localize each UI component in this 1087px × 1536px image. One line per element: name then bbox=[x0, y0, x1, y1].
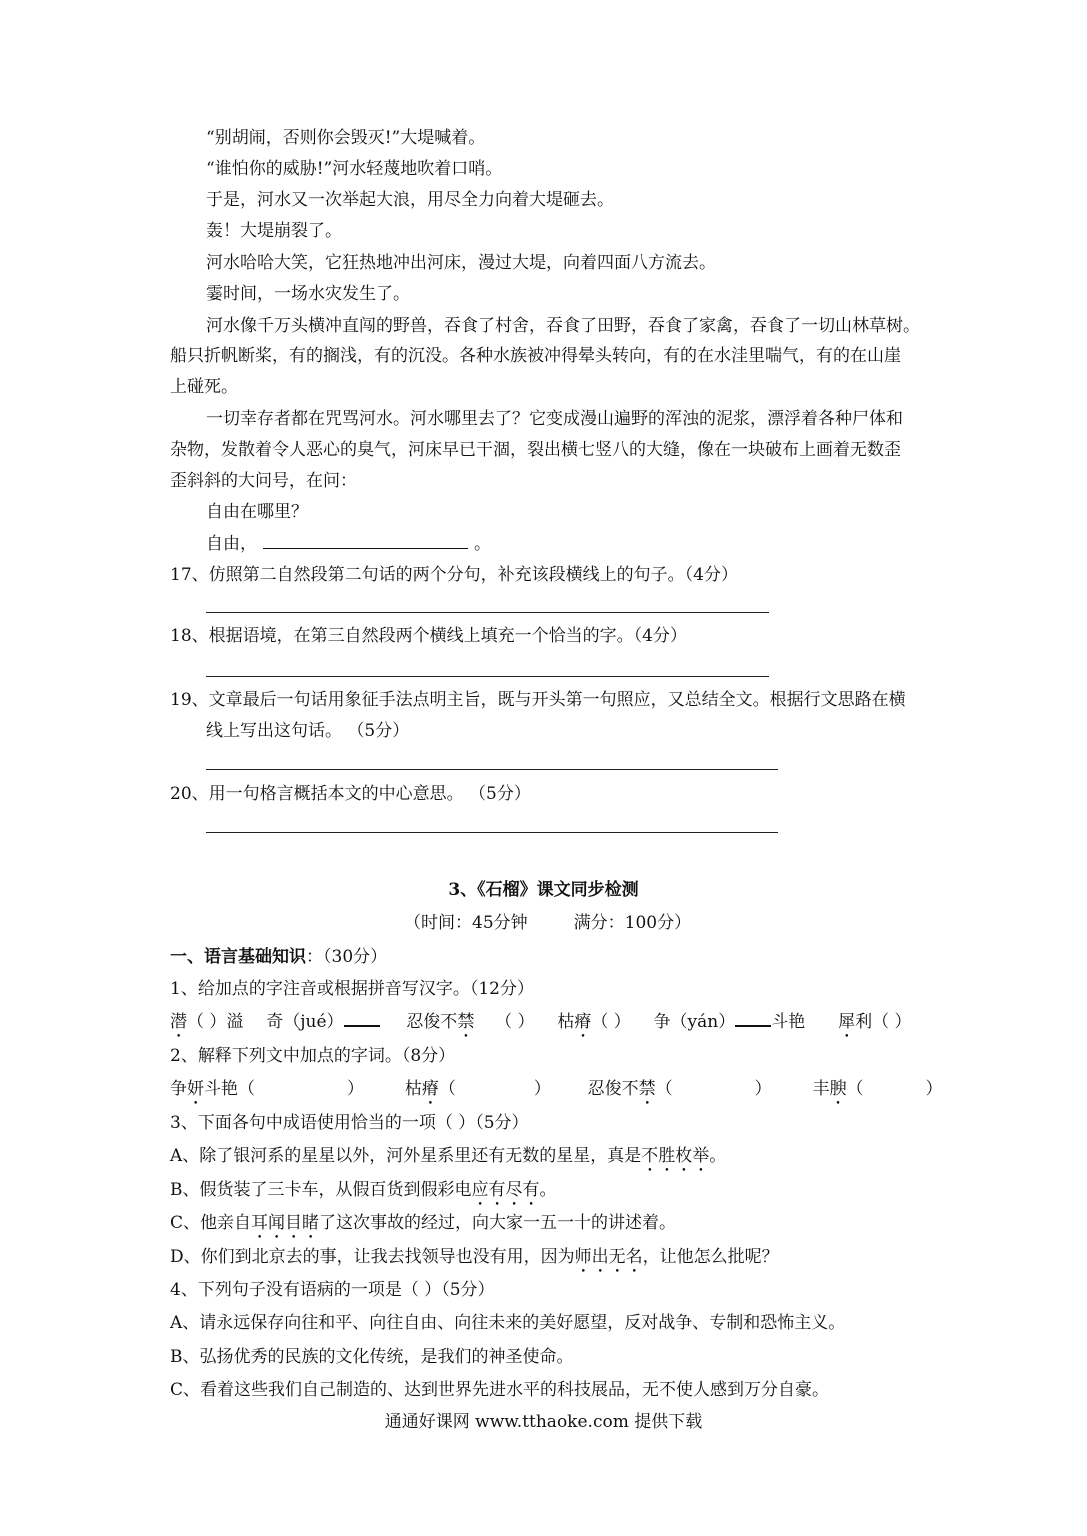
story-fill-line bbox=[206, 532, 491, 556]
q3-d-idiom: 师出无名 bbox=[574, 1247, 643, 1267]
story-line-4: 轰！大堤崩裂了。 bbox=[206, 221, 342, 241]
q2-word-1: 争妍斗艳（ bbox=[170, 1079, 255, 1099]
story-line-7: 河水像千万头横冲直闯的野兽，吞食了村舍，吞食了田野，吞食了家禽，吞食了一切山林草树。 bbox=[206, 316, 920, 336]
story-line-11: 杂物，发散着令人恶心的臭气，河床早已干涸，裂出横七竖八的大缝，像在一块破布上画着无数歪 bbox=[170, 440, 901, 460]
question-19-line-1: 19、文章最后一句话用象征手法点明主旨，既与开头第一句照应，又总结全文。根据行文思路在横 bbox=[170, 690, 906, 710]
q2-word-4: 丰腴（ bbox=[812, 1079, 864, 1099]
story-line-2: “谁怕你的威胁!”河水轻蔑地吹着口哨。 bbox=[206, 159, 503, 179]
q1-stem: 1、给加点的字注音或根据拼音写汉字。（12分） bbox=[170, 979, 534, 999]
q2-items: 争妍斗艳（ ） 枯瘠（ ） 忍俊不禁（ ） 丰腴（ ） bbox=[170, 1079, 943, 1099]
q1-word-4-after: （ ） bbox=[591, 1012, 631, 1032]
q4-option-c: C、看着这些我们自己制造的、达到世界先进水平的科技展品，无不使人感到万分自豪。 bbox=[170, 1380, 830, 1400]
story-line-1: “别胡闹，否则你会毁灭!”大堤喊着。 bbox=[206, 128, 486, 148]
section-title: 3、《石榴》课文同步检测 bbox=[448, 880, 639, 900]
q3-b-idiom: 应有尽有 bbox=[471, 1180, 540, 1200]
part-1-title: 一、语言基础知识 bbox=[170, 947, 306, 967]
full-score: 满分：100分） bbox=[573, 913, 692, 933]
q3-c-idiom: 耳闻目睹 bbox=[251, 1213, 320, 1233]
fill-blank[interactable] bbox=[263, 534, 468, 549]
q1-word-2: 奇（jué） bbox=[266, 1012, 344, 1032]
q1-word-3-paren: （ ） bbox=[495, 1012, 535, 1032]
q3-option-c: C、他亲自耳闻目睹了这次事故的经过，向大家一五一十的讲述着。 bbox=[170, 1213, 677, 1233]
q1-word-3: 忍俊不禁 bbox=[406, 1012, 475, 1032]
story-line-10: 一切幸存者都在咒骂河水。河水哪里去了？它变成漫山遍野的浑浊的泥浆，漂浮着各种尸体和 bbox=[206, 409, 903, 429]
answer-line-18[interactable] bbox=[206, 676, 769, 677]
q1-blank-2[interactable] bbox=[344, 1011, 380, 1027]
answer-line-20[interactable] bbox=[206, 832, 778, 833]
story-line-8: 船只折帆断桨，有的搁浅，有的沉没。各种水族被冲得晕头转向，有的在水洼里喘气，有的在山崖 bbox=[170, 346, 901, 366]
q3-option-a: A、除了银河系的星星以外，河外星系里还有无数的星星，真是不胜枚举。 bbox=[170, 1146, 727, 1166]
q1-blank-5[interactable] bbox=[735, 1011, 771, 1027]
q2-word-3: 忍俊不禁（ bbox=[587, 1079, 673, 1099]
answer-line-19[interactable] bbox=[206, 769, 778, 770]
part-1-heading bbox=[170, 945, 387, 969]
q4-option-a: A、请永远保存向往和平、向往自由、向往未来的美好愿望，反对战争、专制和恐怖主义。 bbox=[170, 1313, 846, 1333]
question-19-line-2: 线上写出这句话。 （5分） bbox=[206, 721, 410, 741]
q1-word-1: 潜 bbox=[170, 1012, 187, 1032]
q2-word-2: 枯瘠（ bbox=[404, 1079, 456, 1099]
story-line-6: 霎时间，一场水灾发生了。 bbox=[206, 284, 410, 304]
q1-word-6: 犀利 bbox=[838, 1012, 873, 1032]
q1-word-4: 枯瘠 bbox=[557, 1012, 592, 1032]
time-limit: （时间：45分钟 bbox=[404, 913, 528, 933]
q3-option-d: D、你们到北京去的事，让我去找领导也没有用，因为师出无名，让他怎么批呢？ bbox=[170, 1247, 779, 1267]
fill-prefix: 自由， bbox=[206, 534, 257, 554]
time-info bbox=[404, 911, 691, 935]
question-17: 17、仿照第二自然段第二句话的两个分句，补充该段横线上的句子。（4分） bbox=[170, 565, 738, 585]
fill-suffix: 。 bbox=[474, 534, 491, 554]
q1-word-1-after: （ ）溢 bbox=[187, 1012, 244, 1032]
q4-option-b: B、弘扬优秀的民族的文化传统，是我们的神圣使命。 bbox=[170, 1347, 574, 1367]
story-line-3: 于是，河水又一次举起大浪，用尽全力向着大堤砸去。 bbox=[206, 190, 614, 210]
story-line-12: 歪斜斜的大问号，在问： bbox=[170, 471, 357, 491]
answer-line-17[interactable] bbox=[206, 612, 769, 613]
q3-option-b: B、假货装了三卡车，从假百货到假彩电应有尽有。 bbox=[170, 1180, 557, 1200]
q3-stem: 3、下面各句中成语使用恰当的一项（ ）（5分） bbox=[170, 1113, 529, 1133]
q1-word-5: 争（yán） bbox=[653, 1012, 736, 1032]
story-line-5: 河水哈哈大笑，它狂热地冲出河床，漫过大堤，向着四面八方流去。 bbox=[206, 253, 716, 273]
story-line-9: 上碰死。 bbox=[170, 377, 238, 397]
q2-stem: 2、解释下列文中加点的字词。（8分） bbox=[170, 1046, 456, 1066]
q1-word-6-after: （ ） bbox=[872, 1012, 912, 1032]
q4-stem: 4、下列句子没有语病的一项是（ ）（5分） bbox=[170, 1280, 495, 1300]
q1-items bbox=[170, 1010, 911, 1042]
question-18: 18、根据语境，在第三自然段两个横线上填充一个恰当的字。（4分） bbox=[170, 626, 687, 646]
part-1-points: ：（30分） bbox=[306, 947, 388, 967]
q1-word-5-post: 斗艳 bbox=[771, 1012, 806, 1032]
q3-a-idiom: 不胜枚举 bbox=[641, 1146, 710, 1166]
question-20: 20、用一句格言概括本文的中心意思。 （5分） bbox=[170, 784, 531, 804]
story-line-13: 自由在哪里？ bbox=[206, 502, 308, 522]
page-footer: 通通好课网 www.tthaoke.com 提供下载 bbox=[384, 1412, 703, 1432]
